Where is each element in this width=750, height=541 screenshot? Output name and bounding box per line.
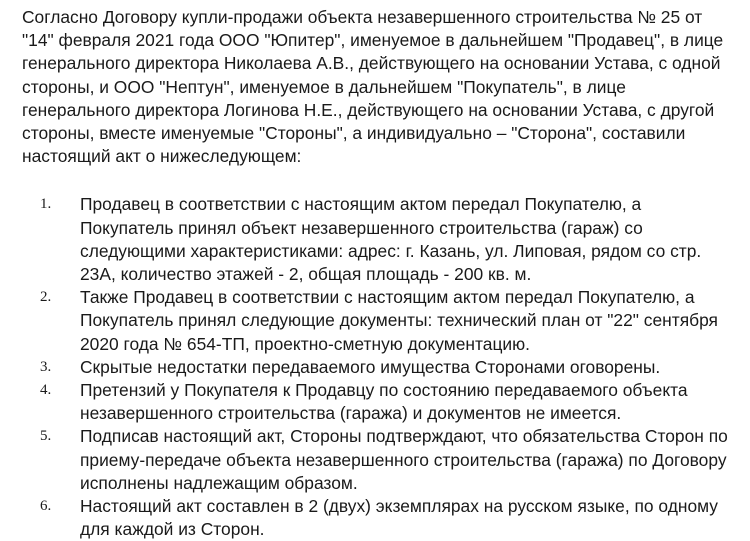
list-item — [22, 495, 740, 541]
list-item-number: 1. — [40, 196, 52, 213]
list-item — [22, 425, 740, 495]
list-item-number: 4. — [40, 382, 52, 399]
list-item-text: Настоящий акт составлен в 2 (двух) экземплярах на русском языке, по одному для каждой из Сторон. — [80, 496, 718, 540]
list-item-number: 6. — [40, 498, 52, 515]
list-item-text: Претензий у Покупателя к Продавцу по состоянию передаваемого объекта незавершенного строительства (гаража) и документов не имеется. — [80, 380, 688, 424]
list-item-number: 2. — [40, 289, 52, 306]
list-item — [22, 193, 740, 286]
list-item-text: Также Продавец в соответствии с настоящим актом передал Покупателю, а Покупатель принял следующие документы: технический план от "22" сентября 2020 года № 654-ТП, проектно-сметную документацию. — [80, 287, 718, 354]
list-item-number: 5. — [40, 428, 52, 445]
list-item-text: Подписав настоящий акт, Стороны подтверждают, что обязательства Сторон по приему-передаче объекта незавершенного строительства (гаража) по Договору исполнены надлежащим образом. — [80, 426, 728, 493]
list-item-number: 3. — [40, 358, 52, 375]
intro-paragraph: Согласно Договору купли-продажи объекта незавершенного строительства № 25 от "14" февраля 2021 года ООО "Юпитер", именуемое в дальнейшем "Продавец", в лице генерального директора Николаева А.В., действующего на основании Устава, с одной стороны, и ООО "Нептун", именуемое в дальнейшем "Покупатель", в лице генерального директора Логинова Н.Е., действующего на основании Устава, с другой стороны, вместе именуемые "Стороны", а индивидуально – "Сторона", составили настоящий акт о нижеследующем: — [22, 7, 724, 167]
list-item-text: Продавец в соответствии с настоящим актом передал Покупателю, а Покупатель принял объект незавершенного строительства (гараж) со следующими характеристиками: адрес: г. Казань, ул. Липовая, рядом со стр. 23А, количество этажей - 2, общая площадь - 200 кв. м. — [80, 194, 702, 285]
list-item — [22, 356, 740, 379]
numbered-list — [22, 193, 740, 541]
list-item — [22, 379, 740, 425]
list-item-text: Скрытые недостатки передаваемого имущества Сторонами оговорены. — [80, 356, 661, 377]
list-item — [22, 286, 740, 356]
